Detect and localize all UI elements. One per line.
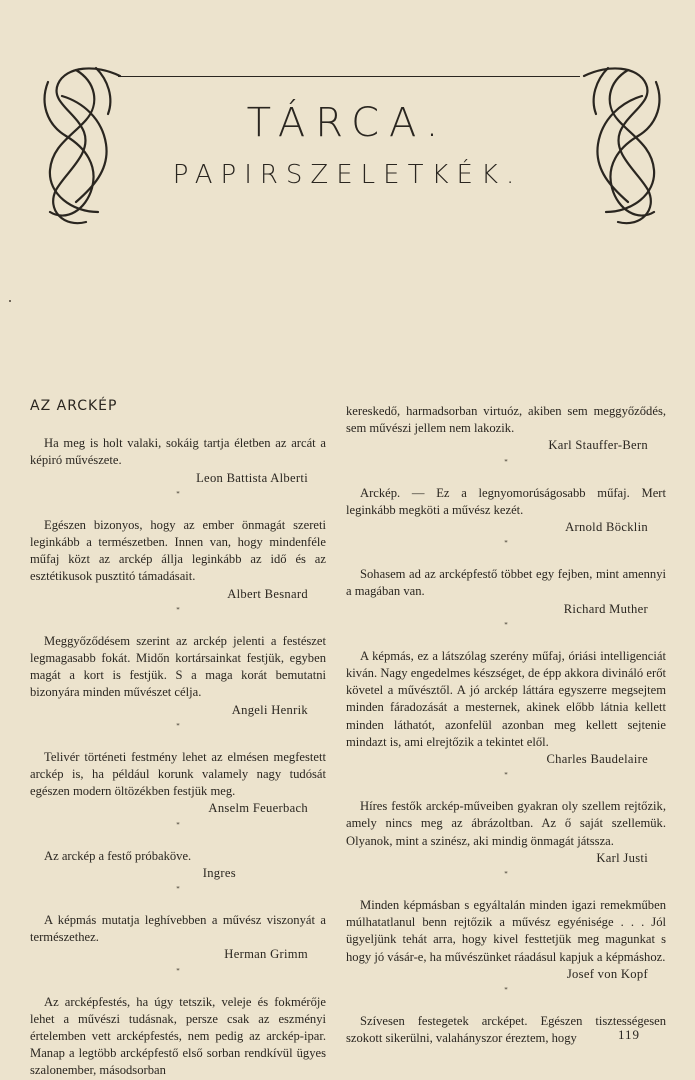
quote-text: Szívesen festegetek arcképet. Egészen tisztességesen szokott sikerülni, valahányszor éreztem, hogy [346,1014,666,1046]
separator-star: * [176,489,180,498]
separator-star: * [504,870,508,879]
separator-star: * [504,539,508,548]
left-column [30,398,326,1080]
quote-text: A képmás mutatja leghívebben a művész viszonyát a természethez. [30,913,326,945]
quote-author: Ingres [202,865,236,880]
separator-star: * [504,620,508,629]
quote-author: Albert Besnard [227,586,308,601]
quote-text: Arckép. — Ez a legnyomorúságosabb műfaj. Mert leginkább megköti a művész kezét. [346,485,666,517]
separator-star: * [176,605,180,614]
quote-text: Minden képmásban s egyáltalán minden igazi remekműben múlhatatlanul benn rejtőzik a művész egyénisége . . . Jól ügyeljünk tehát arra, hogy kivel festtetjük meg magunkat s hogy jó vásár-e, ha művészünket ráadásul kapjuk a képmáshoz. [346,898,666,964]
quote-author: Karl Stauffer-Bern [548,438,648,453]
quote-author: Richard Muther [563,601,648,616]
quote-author: Leon Battista Alberti [196,470,308,485]
art-nouveau-knot-ornament-left [36,62,126,232]
quote-text: Ha meg is holt valaki, sokáig tartja életben az arcát a képiró művészete. [30,436,326,468]
quote-text: kereskedő, harmadsorban virtuóz, akiben sem meggyőződés, sem művészi jellem nem lakozik. [346,404,666,436]
quote-text: Egészen bizonyos, hogy az ember önmagát szereti leginkább a természetben. Innen van, hogy mindenféle műfaj közt az arckép állja leginkább az idő és az esztétikusok pusztitó támadásait. [30,517,326,584]
art-nouveau-knot-ornament-right [578,62,668,232]
separator-star: * [176,966,180,975]
quote-author: Anselm Feuerbach [208,801,308,816]
quote-author: Karl Justi [596,850,648,865]
quote-text: Az arcképfestés, ha úgy tetszik, veleje és fokmérője lehet a művészi tudásnak, persze csak az eszményi értelemben vett arcképfestés, nem pedig az arckép-ipar. Manap a legtöbb arcképfestő első sorban rendkívül ügyes szalonember, másodsorban [30,994,326,1078]
page-subtitle: PAPIRSZELETKÉK. [172,160,523,190]
page-title: TÁRCA. [246,100,449,146]
right-column [346,403,666,1047]
page-number: 119 [618,1027,641,1042]
quote-author: Charles Baudelaire [546,752,648,767]
quote-author: Arnold Böcklin [565,520,648,535]
separator-star: * [504,457,508,466]
separator-star: * [176,885,180,894]
ink-speck [9,300,11,302]
quote-author: Josef von Kopf [566,966,648,981]
quote-author: Angeli Henrik [231,702,308,717]
quote-text: Meggyőződésem szerint az arckép jelenti a festészet legmagasabb fokát. Midőn kortársainkat festjük, egyben magát a kort is festjük. S a maga korát bemutatni bizonyára minden művészet célja. [30,633,326,700]
quote-text: Telivér történeti festmény lehet az elmésen megfestett arckép is, ha például korunk valamely nagy tudósát egészen modern öltözékben festjük meg. [30,749,326,799]
separator-star: * [176,820,180,829]
quote-text: Sohasem ad az arcképfestő többet egy fejben, mint amennyi a magában van. [346,567,666,599]
quote-text: Az arckép a festő próbaköve. [44,848,192,863]
separator-star: * [504,771,508,780]
separator-star: * [176,721,180,730]
quote-text: Híres festők arckép-műveiben gyakran oly szellem rejtőzik, amely nincs meg az ábrázoltban. Az ő saját szellemük. Olyanok, mint a szinész, aki mindig önmagát játssza. [346,799,666,848]
quote-author: Herman Grimm [224,947,308,962]
quote-text: A képmás, ez a látszólag szerény műfaj, óriási intelligenciát kiván. Nagy engedelmes készséget, de épp akkora divináló erőt követel a művésztől. A jó arckép láttára egyszerre megsejtem minden fáradozását a mesternek, akinek előbb látnia kellett minden láthatót, azonfelül azonban meg kellett sejtenie mindazt is, ami elrejtőzik a tekintet elől. [346,648,666,749]
separator-star: * [504,986,508,995]
section-heading: AZ ARCKÉP [30,398,118,414]
header-rule [118,76,580,77]
